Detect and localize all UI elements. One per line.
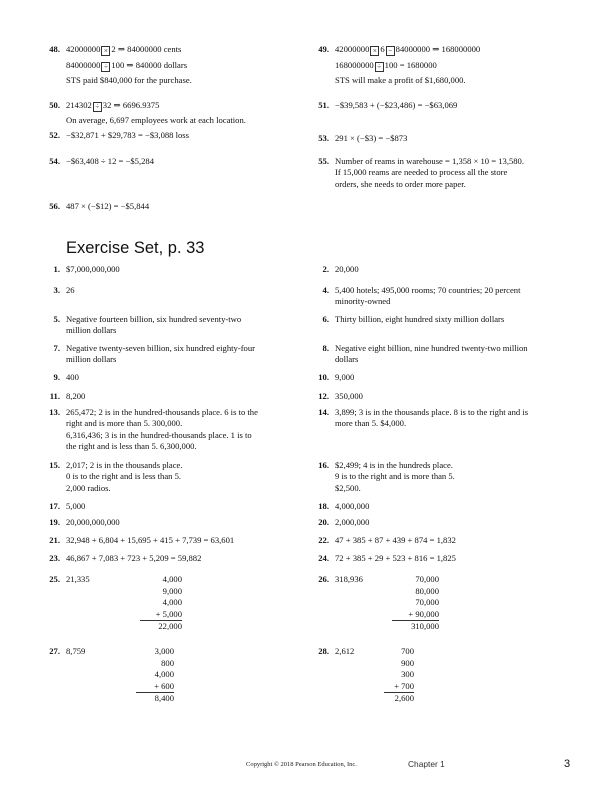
problem-55 <box>309 156 524 190</box>
answer-line: 72 + 385 + 29 + 523 + 816 = 1,825 <box>335 553 456 563</box>
problem-51 <box>309 100 457 111</box>
answer-line: $7,000,000,000 <box>66 264 120 274</box>
exercise-5 <box>40 314 241 337</box>
problem-number: 5. <box>53 314 60 324</box>
stack-sum: 2,600 <box>384 692 414 705</box>
stack-row: 3,000 <box>154 646 174 656</box>
stack-row: 9,000 <box>162 585 182 596</box>
problem-number: 24. <box>318 553 329 563</box>
answer-line: 46,867 + 7,083 + 723 + 5,209 = 59,882 <box>66 553 202 563</box>
problem-50 <box>40 100 246 126</box>
problem-number: 51. <box>318 100 329 110</box>
exercise-28 <box>309 646 354 657</box>
exercise-27 <box>40 646 85 657</box>
problem-number: 6. <box>322 314 329 324</box>
problem-number: 50. <box>49 100 60 110</box>
problem-number: 8. <box>322 343 329 353</box>
exercise-24 <box>309 553 456 564</box>
answer-line: 20,000,000,000 <box>66 517 120 527</box>
exercise-20 <box>309 517 369 528</box>
problem-number: 26. <box>318 574 329 584</box>
answer-line: STS will make a profit of $1,680,000. <box>335 75 466 85</box>
answer-line: 0 is to the right and is less than 5. <box>66 471 182 482</box>
answer-line: 8,200 <box>66 391 86 401</box>
problem-number: 7. <box>53 343 60 353</box>
problem-number: 19. <box>49 517 60 527</box>
answer-line: Number of reams in warehouse = 1,358 × 10 = 13,580. <box>335 156 525 166</box>
problem-number: 48. <box>49 44 60 54</box>
exercise-26 <box>309 574 363 585</box>
problem-number: 18. <box>318 501 329 511</box>
problem-number: 11. <box>49 391 60 401</box>
stack-row: 4,000 <box>162 597 182 608</box>
estimate-stack <box>136 646 174 705</box>
expr: 42000000 <box>335 44 370 54</box>
chapter-label: Chapter 1 <box>408 759 445 769</box>
answer-line: 265,472; 2 is in the hundred-thousands place. 6 is to the <box>66 407 258 417</box>
expr: 32 ⇒ 6696.9375 <box>102 100 160 110</box>
answer-line: more than 5. $4,000. <box>335 418 407 429</box>
stack-row: 4,000 <box>154 669 174 680</box>
answer-line: 21,335 <box>66 574 90 584</box>
answer-line: 3,899; 3 is in the thousands place. 8 is to the right and is <box>335 407 529 417</box>
answer-line: Negative twenty-seven billion, six hundred eighty-four <box>66 343 256 353</box>
answer-line: 9,000 <box>335 372 355 382</box>
expr: 168000000 <box>335 60 374 70</box>
stack-row: 70,000 <box>415 597 439 608</box>
exercise-21 <box>40 535 234 546</box>
exercise-23 <box>40 553 201 564</box>
answer-line: 32,948 + 6,804 + 15,695 + 415 + 7,739 = 63,601 <box>66 535 235 545</box>
problem-48 <box>40 44 192 86</box>
exercise-3 <box>40 285 75 296</box>
problem-number: 3. <box>53 285 60 295</box>
stack-row: 900 <box>401 657 414 668</box>
exercise-6 <box>309 314 504 325</box>
exercise-18 <box>309 501 369 512</box>
exercise-17 <box>40 501 85 512</box>
answer-line: 5,000 <box>66 501 86 511</box>
problem-54 <box>40 156 154 167</box>
problem-number: 54. <box>49 156 60 166</box>
exercise-7 <box>40 343 255 366</box>
problem-number: 2. <box>322 264 329 274</box>
problem-number: 25. <box>49 574 60 584</box>
stack-row: 300 <box>401 669 414 680</box>
problem-number: 23. <box>49 553 60 563</box>
problem-number: 16. <box>318 460 329 470</box>
estimate-stack <box>392 574 439 633</box>
answer-line: 2,000,000 <box>335 517 370 527</box>
answer-line: −$63,408 ÷ 12 = −$5,284 <box>66 156 155 166</box>
answer-line: right and is more than 5. 300,000. <box>66 418 183 429</box>
answer-line: dollars <box>335 354 359 365</box>
problem-number: 12. <box>318 391 329 401</box>
stack-row: + 5,000 <box>155 608 182 619</box>
problem-number: 1. <box>53 264 60 274</box>
answer-line: 9 is to the right and is more than 5. <box>335 471 455 482</box>
stack-sum: 8,400 <box>136 692 174 705</box>
answer-line: Thirty billion, eight hundred sixty million dollars <box>335 314 505 324</box>
expr: 100 = 1680000 <box>384 60 437 70</box>
answer-line: −$39,583 + (−$23,486) = −$63,069 <box>335 100 458 110</box>
exercise-13 <box>40 407 258 453</box>
operator-box: × <box>101 46 110 56</box>
problem-number: 17. <box>49 501 60 511</box>
exercise-25 <box>40 574 90 585</box>
exercise-22 <box>309 535 456 546</box>
answer-line: minority-owned <box>335 296 391 307</box>
expr: 84000000 <box>66 60 101 70</box>
problem-56 <box>40 201 149 212</box>
problem-number: 10. <box>318 372 329 382</box>
problem-number: 28. <box>318 646 329 656</box>
answer-line: Negative fourteen billion, six hundred seventy-two <box>66 314 242 324</box>
exercise-11 <box>40 391 85 402</box>
answer-line: 2,612 <box>335 646 355 656</box>
stack-row: + 600 <box>154 680 174 691</box>
stack-row: 800 <box>161 657 174 668</box>
problem-number: 55. <box>318 156 329 166</box>
answer-line: 350,000 <box>335 391 363 401</box>
expr: 6 <box>380 44 385 54</box>
problem-number: 13. <box>49 407 60 417</box>
stack-row: + 90,000 <box>408 608 439 619</box>
stack-row: 4,000 <box>162 574 182 584</box>
problem-number: 53. <box>318 133 329 143</box>
answer-line: 2,017; 2 is in the thousands place. <box>66 460 183 470</box>
exercise-16 <box>309 460 455 494</box>
exercise-4 <box>309 285 520 308</box>
exercise-1 <box>40 264 120 275</box>
answer-line: 47 + 385 + 87 + 439 + 874 = 1,832 <box>335 535 456 545</box>
answer-line: STS paid $840,000 for the purchase. <box>66 75 192 85</box>
operator-box: − <box>386 46 395 56</box>
answer-line: 26 <box>66 285 75 295</box>
problem-number: 52. <box>49 130 60 140</box>
exercise-14 <box>309 407 528 430</box>
answer-line: 20,000 <box>335 264 359 274</box>
answer-line: 8,759 <box>66 646 86 656</box>
section-heading: Exercise Set, p. 33 <box>66 239 205 257</box>
exercise-10 <box>309 372 354 383</box>
expr: 100 ⇒ 840000 dollars <box>111 60 188 70</box>
answer-line: million dollars <box>66 354 117 365</box>
answer-line: 400 <box>66 372 79 382</box>
answer-line: 291 × (−$3) = −$873 <box>335 133 408 143</box>
answer-line: orders, she needs to order more paper. <box>335 178 466 189</box>
exercise-12 <box>309 391 363 402</box>
expr: 42000000 <box>66 44 101 54</box>
problem-49 <box>309 44 480 86</box>
exercise-19 <box>40 517 120 528</box>
problem-number: 21. <box>49 535 60 545</box>
problem-number: 22. <box>318 535 329 545</box>
estimate-stack <box>384 646 414 705</box>
answer-line: $2,500. <box>335 482 361 493</box>
copyright-notice: Copyright © 2018 Pearson Education, Inc. <box>246 761 357 768</box>
operator-box: ÷ <box>93 102 102 112</box>
answer-line: 6,316,436; 3 is in the hundred-thousands place. 1 is to <box>66 429 252 440</box>
answer-line: If 15,000 reams are needed to process all the store <box>335 167 508 178</box>
problem-number: 20. <box>318 517 329 527</box>
exercise-2 <box>309 264 359 275</box>
answer-line: million dollars <box>66 325 117 336</box>
stack-row: 700 <box>401 646 414 656</box>
answer-line: the right and is less than 5. 6,300,000. <box>66 441 197 452</box>
stack-row: 70,000 <box>415 574 439 584</box>
answer-line: 4,000,000 <box>335 501 370 511</box>
operator-box: × <box>370 46 379 56</box>
exercise-15 <box>40 460 182 494</box>
answer-line: −$32,871 + $29,783 = −$3,088 loss <box>66 130 189 140</box>
page-number: 3 <box>564 758 571 770</box>
stack-sum: 22,000 <box>140 620 182 633</box>
exercise-9 <box>40 372 79 383</box>
problem-number: 49. <box>318 44 329 54</box>
answer-line: 5,400 hotels; 495,000 rooms; 70 countries; 20 percent <box>335 285 521 295</box>
stack-row: 80,000 <box>415 585 439 596</box>
operator-box: ÷ <box>101 62 110 72</box>
stack-row: + 700 <box>394 680 414 691</box>
problem-number: 9. <box>53 372 60 382</box>
problem-52 <box>40 130 189 141</box>
expr: 214302 <box>66 100 92 110</box>
problem-53 <box>309 133 407 144</box>
answer-line: On average, 6,697 employees work at each location. <box>66 115 246 125</box>
problem-number: 56. <box>49 201 60 211</box>
problem-number: 15. <box>49 460 60 470</box>
answer-line: 2,000 radios. <box>66 482 111 493</box>
exercise-8 <box>309 343 528 366</box>
answer-line: 487 × (−$12) = −$5,844 <box>66 201 150 211</box>
stack-sum: 310,000 <box>392 620 439 633</box>
problem-number: 27. <box>49 646 60 656</box>
expr: 2 ⇒ 84000000 cents <box>111 44 182 54</box>
answer-line: 318,936 <box>335 574 363 584</box>
answer-line: Negative eight billion, nine hundred twenty-two million <box>335 343 528 353</box>
operator-box: ÷ <box>375 62 384 72</box>
problem-number: 14. <box>318 407 329 417</box>
problem-number: 4. <box>322 285 329 295</box>
answer-line: $2,499; 4 is in the hundreds place. <box>335 460 453 470</box>
estimate-stack <box>140 574 182 633</box>
expr: 84000000 ⇒ 168000000 <box>395 44 481 54</box>
